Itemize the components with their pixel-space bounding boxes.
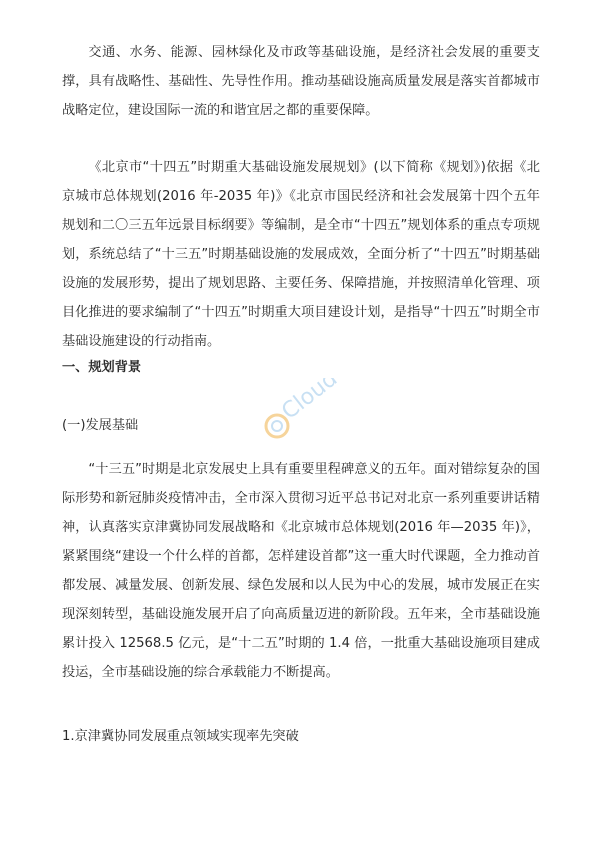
intro-paragraph: 交通、水务、能源、园林绿化及市政等基础设施，是经济社会发展的重要支撑，具有战略性、基础性、先导性作用。推动基础设施高质量发展是落实首都城市战略定位，建设国际一流的和谐宜居之都的重要保障。 [62,45,540,118]
cloud-watermark-icon [255,378,355,448]
subsection-heading: (一)发展基础 [62,418,139,433]
watermark-text: Cloud [277,378,343,425]
section-heading: 一、规划背景 [62,360,142,375]
cloud-watermark-logo [255,378,355,448]
development-basis-paragraph: “十三五”时期是北京发展史上具有重要里程碑意义的五年。面对错综复杂的国际形势和新冠肺炎疫情冲击，全市深入贯彻习近平总书记对北京一系列重要讲话精神，认真落实京津冀协同发展战略和《北京城市总体规划(2016 年—2035 年)》，紧紧围绕“建设一个什么样的首都，怎样建设首都”这一重大时代课题，全力推动首都发展、减量发展、创新发展、绿色发展和以人民为中心的发展，城市发展正在实现深刻转型，基础设施发展开启了向高质量迈进的新阶段。五年来，全市基础设施累计投入 12568.5 亿元，是“十二五”时期的 1.4 倍，一批重大基础设施项目建成投运，全市基础设施的综合承载能力不断提高。 [62,462,540,680]
item-heading: 1.京津冀协同发展重点领域实现率先突破 [62,729,299,744]
plan-overview-paragraph: 《北京市“十四五”时期重大基础设施发展规划》(以下简称《规划》)依据《北京城市总体规划(2016 年-2035 年)》《北京市国民经济和社会发展第十四个五年规划和二〇三五年远景目标纲要》等编制，是全市“十四五”规划体系的重点专项规划，系统总结了“十三五”时期基础设施的发展成效，全面分析了“十四五”时期基础设施的发展形势，提出了规划思路、主要任务、保障措施，并按照清单化管理、项目化推进的要求编制了“十四五”时期重大项目建设计划，是指导“十四五”时期全市基础设施建设的行动指南。 [62,160,540,349]
